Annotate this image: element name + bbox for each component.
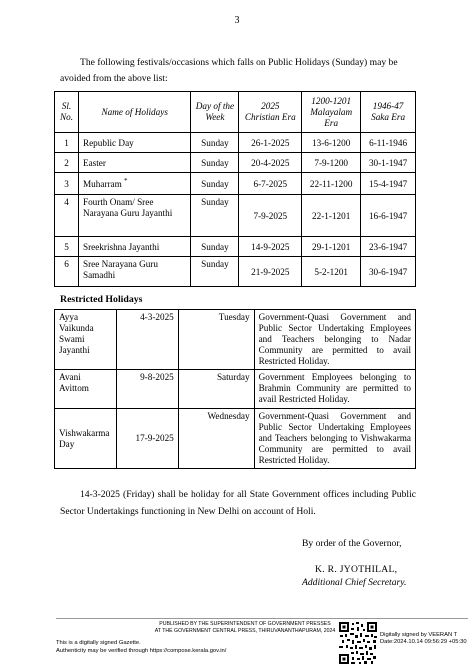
holi-note: 14-3-2025 (Friday) shall be holiday for all State Government offices including Public Sector Undertakings functioning in New Delhi on account of Holi.	[60, 489, 416, 517]
table-row	[55, 237, 416, 257]
table-row	[55, 153, 416, 173]
publisher-line-2: AT THE GOVERNMENT CENTRAL PRESS, THIRUVANANTHAPURAM, 2024	[154, 627, 336, 634]
header-saka-era: 1946-47 Saka Era	[361, 92, 416, 133]
cell-day: Wednesday	[178, 409, 254, 469]
cell-description: Government-Quasi Government and Public Sector Undertaking Employees and Teachers belonging to Vishwakarma Community are permitted to avail Restricted Holiday.	[254, 409, 415, 469]
cell-name: Sreekrishna Jayanthi	[78, 237, 191, 257]
cell-name: Vishwakarma Day	[55, 409, 117, 469]
cell-name: Muharram	[82, 179, 122, 190]
cell-name: Avani Avittom	[55, 370, 117, 409]
cell-malayalam: 22-11-1200	[302, 173, 361, 195]
cell-saka: 30-1-1947	[361, 153, 416, 173]
gazette-verification-note	[56, 639, 226, 655]
cell-malayalam: 22-1-1201	[302, 195, 361, 237]
cell-saka: 15-4-1947	[361, 173, 416, 195]
cell-day: Sunday	[191, 257, 239, 287]
cell-saka: 16-6-1947	[361, 195, 416, 237]
cell-sl: 1	[55, 133, 79, 153]
cell-malayalam: 5-2-1201	[302, 257, 361, 287]
cell-christian: 6-7-2025	[239, 173, 302, 195]
cell-sl: 2	[55, 153, 79, 173]
cell-day: Sunday	[191, 153, 239, 173]
cell-name: Easter	[78, 153, 191, 173]
restricted-holidays-table	[54, 309, 416, 469]
cell-christian: 26-1-2025	[239, 133, 302, 153]
cell-date: 9-8-2025	[116, 370, 178, 409]
header-malayalam-era: 1200-1201 Malayalam Era	[302, 92, 361, 133]
intro-line-1: The following festivals/occasions which falls on Public Holidays (Sunday) may be	[80, 57, 398, 68]
order-line: By order of the Governor,	[302, 538, 402, 549]
cell-malayalam: 29-1-1201	[302, 237, 361, 257]
cell-name: Fourth Onam/ Sree Narayana Guru Jayanthi	[78, 195, 191, 237]
cell-christian: 21-9-2025	[239, 257, 302, 287]
cell-malayalam: 7-9-1200	[302, 153, 361, 173]
header-sl-no: Sl. No.	[55, 92, 79, 133]
signer-designation: Additional Chief Secretary.	[302, 577, 407, 588]
cell-sl: 4	[55, 195, 79, 237]
cell-christian: 20-4-2025	[239, 153, 302, 173]
table-row	[55, 257, 416, 287]
cell-name: Sree Narayana Guru Samadhi	[78, 257, 191, 287]
digital-gazette-note: This is a digitally signed Gazette.	[56, 640, 141, 646]
cell-day: Sunday	[191, 173, 239, 195]
cell-sl: 3	[55, 173, 79, 195]
table-row	[55, 409, 416, 469]
cell-name: Republic Day	[78, 133, 191, 153]
table-row	[55, 133, 416, 153]
restricted-holidays-title: Restricted Holidays	[60, 294, 143, 305]
publisher-line-1: PUBLISHED BY THE SUPERINTENDENT OF GOVERNMENT PRESSES	[159, 621, 331, 627]
cell-name-muharram	[78, 173, 191, 195]
cell-date: 17-9-2025	[116, 409, 178, 469]
cell-day: Sunday	[191, 195, 239, 237]
signed-by-text: Digitally signed by VEERAN T	[380, 632, 458, 638]
cell-date: 4-3-2025	[116, 310, 178, 370]
intro-paragraph	[60, 55, 416, 87]
cell-day: Saturday	[178, 370, 254, 409]
intro-line-2: avoided from the above list:	[60, 73, 168, 84]
cell-saka: 6-11-1946	[361, 133, 416, 153]
cell-saka: 30-6-1947	[361, 257, 416, 287]
footer-divider	[56, 618, 468, 619]
header-christian-era: 2025 Christian Era	[239, 92, 302, 133]
cell-name: Ayya Vaikunda Swami Jayanthi	[55, 310, 117, 370]
cell-christian: 7-9-2025	[239, 195, 302, 237]
table-row	[55, 370, 416, 409]
cell-sl: 5	[55, 237, 79, 257]
table-row	[55, 173, 416, 195]
digital-signature-block	[380, 632, 467, 646]
cell-description: Government-Quasi Government and Public Sector Undertaking Employees and Teachers belonging to Nadar Community are permitted to avail Restricted Holiday.	[254, 310, 415, 370]
qr-code-icon	[338, 621, 378, 665]
cell-day: Tuesday	[178, 310, 254, 370]
header-name: Name of Holidays	[78, 92, 191, 133]
cell-christian: 14-9-2025	[239, 237, 302, 257]
table-row	[55, 195, 416, 237]
sunday-holidays-table	[54, 91, 416, 287]
verification-link-text: Authenticity may be verified through https://compose.kerala.gov.in/	[56, 648, 227, 654]
table-header-row	[55, 92, 416, 133]
cell-day: Sunday	[191, 133, 239, 153]
footnote-mark: *	[124, 177, 128, 186]
cell-saka: 23-6-1947	[361, 237, 416, 257]
page-number: 3	[234, 15, 240, 26]
cell-sl: 6	[55, 257, 79, 287]
cell-malayalam: 13-6-1200	[302, 133, 361, 153]
cell-day: Sunday	[191, 237, 239, 257]
table-row	[55, 310, 416, 370]
cell-description: Government Employees belonging to Brahmin Community are permitted to avail Restricted Holiday.	[254, 370, 415, 409]
signed-date-text: Date:2024.10.14 09:56:29 +05:30	[380, 639, 467, 645]
header-day: Day of the Week	[191, 92, 239, 133]
signer-name: K. R. JYOTHILAL,	[315, 564, 398, 575]
